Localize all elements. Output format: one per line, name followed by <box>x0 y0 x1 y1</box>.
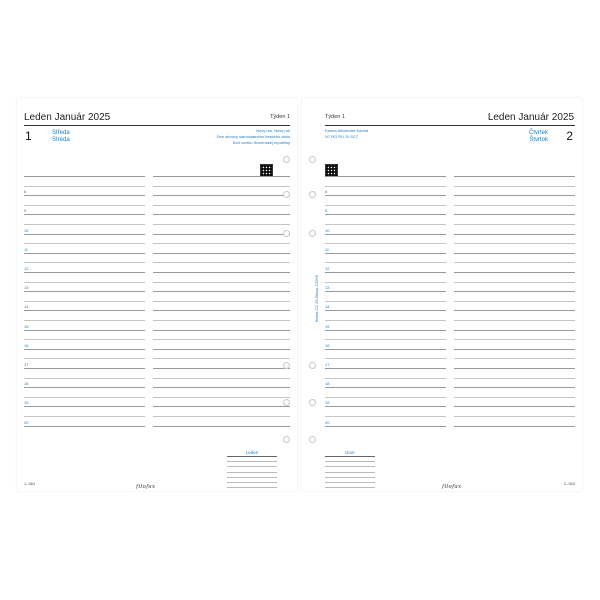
day-name-cz: Čtvrtek <box>528 130 548 136</box>
hour-rule <box>153 176 290 177</box>
half-hour-rule <box>153 262 290 263</box>
half-hour-rule <box>24 243 145 244</box>
binder-hole <box>283 399 290 406</box>
day-number: 1 <box>25 129 32 143</box>
vertical-brand-text: filofax CZ 25-68xxx-CZ/SK <box>314 274 319 322</box>
hour-rule <box>454 406 575 407</box>
hour-label: 13 <box>325 285 330 291</box>
half-hour-rule <box>454 224 575 225</box>
half-hour-rule <box>153 358 290 359</box>
hour-label: 17 <box>325 362 330 367</box>
hour-rule <box>325 291 446 292</box>
hour-rule <box>24 234 145 235</box>
holiday-item: Nový rok, Nový rok <box>256 128 290 133</box>
hour-column-left <box>325 176 446 436</box>
holiday-list <box>217 128 290 146</box>
half-hour-rule <box>153 205 290 206</box>
hour-label: 16 <box>325 342 330 348</box>
hour-rule <box>24 176 145 177</box>
hour-rule <box>153 214 290 215</box>
half-hour-rule <box>153 378 290 379</box>
half-hour-rule <box>325 282 446 283</box>
half-hour-rule <box>24 224 145 225</box>
half-hour-rule <box>24 262 145 263</box>
half-hour-rule <box>153 416 290 417</box>
hour-rule <box>325 234 446 235</box>
half-hour-rule <box>454 243 575 244</box>
half-hour-rule <box>454 282 575 283</box>
hour-rule <box>24 426 145 427</box>
half-hour-rule <box>325 186 446 187</box>
hour-rule <box>153 330 290 331</box>
hour-label: 18 <box>325 381 330 387</box>
holiday-item: Karina Alexandra Karina <box>325 128 369 133</box>
day-name-sk: Štvrtok <box>529 137 548 143</box>
hour-label: 15 <box>24 323 29 329</box>
holiday-item: Den obnovy samostatného českého státu <box>216 134 290 139</box>
header-rule <box>24 125 290 126</box>
hour-rule <box>153 406 290 407</box>
hour-rule <box>454 195 575 196</box>
binder-hole <box>309 191 316 198</box>
hour-rule <box>153 253 290 254</box>
half-hour-rule <box>325 320 446 321</box>
half-hour-rule <box>24 397 145 398</box>
hour-rule <box>24 195 145 196</box>
page-number: 2–363 <box>563 481 575 486</box>
brand-logo: filofax <box>136 484 156 490</box>
half-hour-rule <box>454 358 575 359</box>
half-hour-rule <box>325 339 446 340</box>
binder-hole <box>309 362 316 369</box>
day-name-sk: Streda <box>52 137 70 143</box>
half-hour-rule <box>24 282 145 283</box>
hour-rule <box>325 368 446 369</box>
binder-hole <box>283 156 290 163</box>
hour-label: 8 <box>24 189 27 195</box>
holiday-item: Deň vzniku Slovenskej republiky <box>232 140 290 145</box>
hour-rule <box>325 176 446 177</box>
hour-column-left <box>24 176 145 436</box>
binder-hole <box>283 362 290 369</box>
hour-rule <box>153 368 290 369</box>
mini-calendar-grid <box>227 456 277 488</box>
half-hour-rule <box>24 378 145 379</box>
half-hour-rule <box>325 301 446 302</box>
binder-hole <box>309 436 316 443</box>
half-hour-rule <box>24 301 145 302</box>
hour-rule <box>24 349 145 350</box>
hour-rule <box>325 349 446 350</box>
hour-label: 8 <box>325 189 328 195</box>
hour-rule <box>325 387 446 388</box>
half-hour-rule <box>24 205 145 206</box>
half-hour-rule <box>454 186 575 187</box>
hour-label: 19 <box>24 400 29 406</box>
hour-label: 14 <box>24 304 29 310</box>
hour-label: 13 <box>24 285 29 291</box>
binder-hole <box>309 156 316 163</box>
half-hour-rule <box>153 186 290 187</box>
hour-rule <box>325 195 446 196</box>
mini-calendar-title: Únor <box>345 450 355 455</box>
left-diary-page <box>17 98 297 491</box>
hour-rule <box>153 291 290 292</box>
hour-rule <box>454 176 575 177</box>
hour-rule <box>24 291 145 292</box>
hour-rule <box>24 310 145 311</box>
hour-rule <box>454 368 575 369</box>
half-hour-rule <box>153 282 290 283</box>
hour-label: 11 <box>325 246 330 252</box>
binder-hole <box>309 230 316 237</box>
hour-label: 12 <box>325 266 330 271</box>
hour-label: 10 <box>24 227 29 233</box>
hour-label: 12 <box>24 266 29 271</box>
half-hour-rule <box>153 339 290 340</box>
hour-rule <box>153 272 290 273</box>
hour-label: 9 <box>24 208 27 214</box>
half-hour-rule <box>325 205 446 206</box>
hour-rule <box>454 387 575 388</box>
hour-rule <box>153 349 290 350</box>
half-hour-rule <box>454 416 575 417</box>
hour-rule <box>24 406 145 407</box>
hour-label: 11 <box>24 246 29 252</box>
hour-label: 17 <box>24 362 29 367</box>
half-hour-rule <box>153 397 290 398</box>
header-rule <box>325 125 575 126</box>
hour-rule <box>325 253 446 254</box>
mini-calendar-grid <box>325 456 375 488</box>
hour-rule <box>454 310 575 311</box>
hour-rule <box>325 310 446 311</box>
hour-rule <box>153 234 290 235</box>
half-hour-rule <box>454 320 575 321</box>
half-hour-rule <box>325 224 446 225</box>
half-hour-rule <box>24 186 145 187</box>
hour-rule <box>454 426 575 427</box>
hour-rule <box>24 253 145 254</box>
half-hour-rule <box>24 358 145 359</box>
hour-rule <box>325 406 446 407</box>
hour-label: 16 <box>24 342 29 348</box>
half-hour-rule <box>454 378 575 379</box>
mini-calendar-row <box>227 483 277 488</box>
day-number: 2 <box>566 129 573 143</box>
hour-rule <box>153 195 290 196</box>
half-hour-rule <box>325 378 446 379</box>
month-title: Leden Január 2025 <box>487 112 574 123</box>
hour-label: 9 <box>325 208 328 214</box>
brand-logo: filofax <box>442 484 462 490</box>
holiday-item: N7 RO RU SI SCT <box>325 134 359 139</box>
half-hour-rule <box>454 301 575 302</box>
half-hour-rule <box>153 224 290 225</box>
hour-rule <box>454 214 575 215</box>
half-hour-rule <box>454 397 575 398</box>
hour-rule <box>325 272 446 273</box>
holiday-list <box>325 128 368 140</box>
mini-calendar-title: Leden <box>245 450 259 455</box>
hour-rule <box>454 349 575 350</box>
hour-rule <box>24 272 145 273</box>
hour-rule <box>454 291 575 292</box>
page-number: 1–364 <box>24 481 36 486</box>
binder-hole <box>283 191 290 198</box>
hour-rule <box>454 272 575 273</box>
half-hour-rule <box>454 262 575 263</box>
hour-rule <box>24 368 145 369</box>
month-title: Leden Január 2025 <box>24 112 111 123</box>
mini-calendar-row <box>325 483 375 488</box>
half-hour-rule <box>325 416 446 417</box>
binder-hole <box>283 436 290 443</box>
week-label: Týden 1 <box>325 114 345 120</box>
hour-rule <box>24 330 145 331</box>
hour-label: 20 <box>24 419 29 425</box>
half-hour-rule <box>24 339 145 340</box>
hour-label: 15 <box>325 323 330 329</box>
hour-label: 18 <box>24 381 29 387</box>
half-hour-rule <box>153 320 290 321</box>
half-hour-rule <box>153 243 290 244</box>
hour-rule <box>24 387 145 388</box>
hour-rule <box>153 387 290 388</box>
day-name-cz: Středa <box>52 130 70 136</box>
hour-rule <box>325 426 446 427</box>
half-hour-rule <box>454 339 575 340</box>
mini-calendar <box>227 450 277 488</box>
binder-hole <box>283 230 290 237</box>
hour-label: 19 <box>325 400 330 406</box>
hour-label: 10 <box>325 227 330 233</box>
hour-rule <box>325 330 446 331</box>
hour-rule <box>153 426 290 427</box>
hour-label: 20 <box>325 419 330 425</box>
mini-calendar <box>325 450 375 488</box>
week-label: Týden 1 <box>270 114 290 120</box>
half-hour-rule <box>24 416 145 417</box>
hour-rule <box>153 310 290 311</box>
half-hour-rule <box>153 301 290 302</box>
hour-rule <box>454 330 575 331</box>
half-hour-rule <box>325 358 446 359</box>
half-hour-rule <box>325 262 446 263</box>
half-hour-rule <box>325 397 446 398</box>
hour-label: 14 <box>325 304 330 310</box>
hour-rule <box>325 214 446 215</box>
binder-hole <box>309 399 316 406</box>
right-diary-page <box>302 98 582 491</box>
notes-column <box>454 176 575 436</box>
hour-rule <box>454 253 575 254</box>
hour-rule <box>454 234 575 235</box>
half-hour-rule <box>454 205 575 206</box>
hour-rule <box>24 214 145 215</box>
half-hour-rule <box>325 243 446 244</box>
half-hour-rule <box>24 320 145 321</box>
notes-column <box>153 176 290 436</box>
